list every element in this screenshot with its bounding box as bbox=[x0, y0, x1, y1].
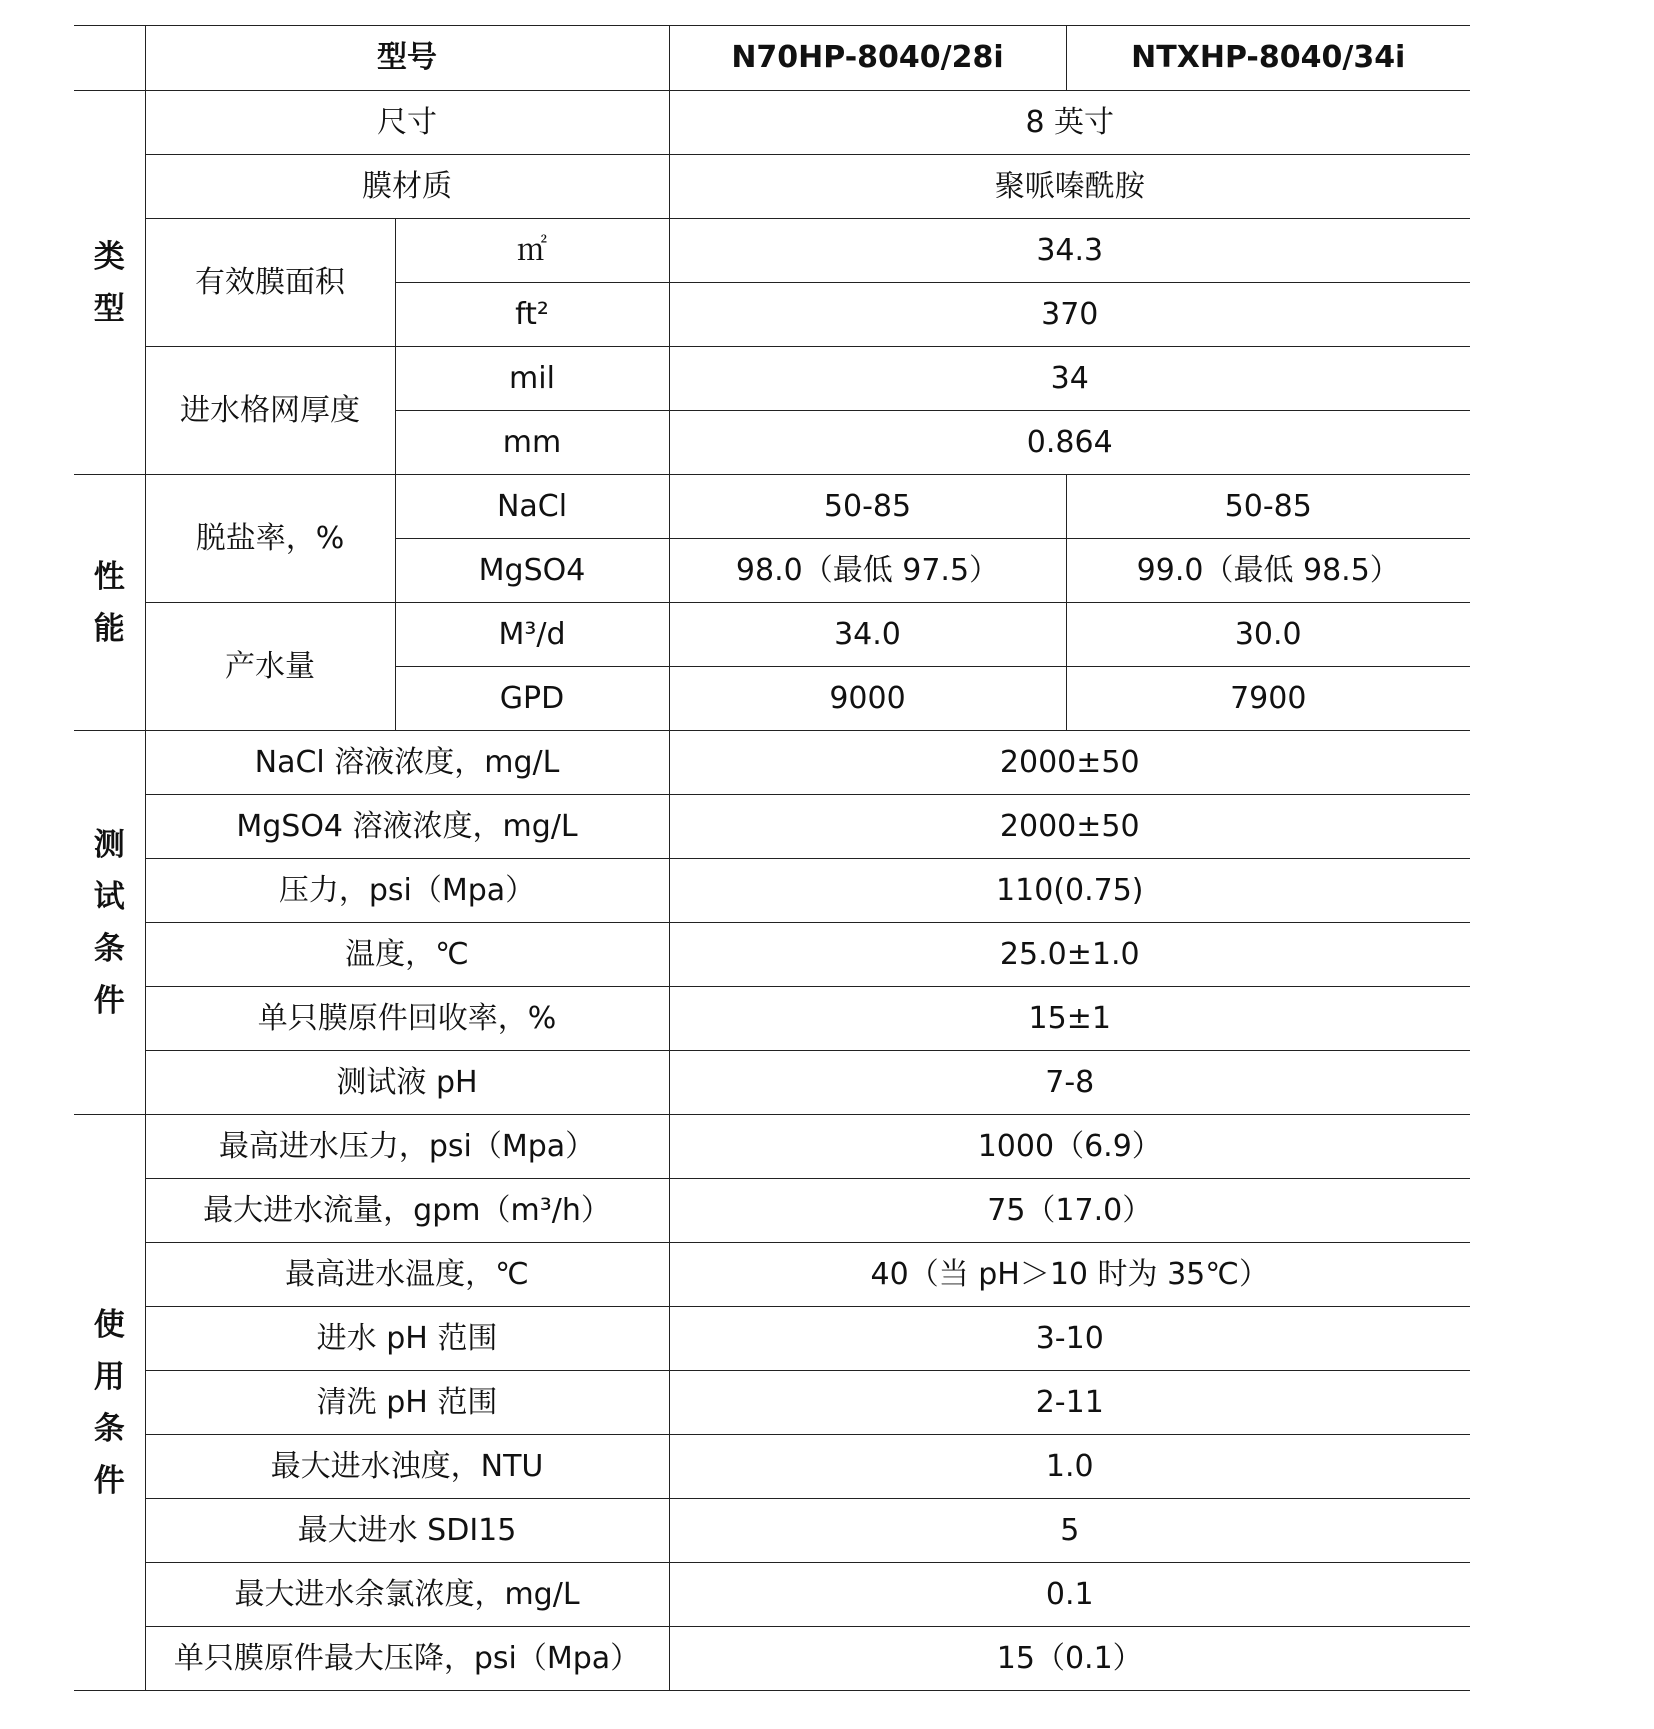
usage-label: 最大进水流量，gpm（m³/h） bbox=[145, 1179, 669, 1243]
corner-cell bbox=[74, 26, 145, 91]
table-row bbox=[74, 1563, 1470, 1627]
test-value: 15±1 bbox=[669, 987, 1470, 1051]
usage-value: 3-10 bbox=[669, 1307, 1470, 1371]
test-value: 2000±50 bbox=[669, 795, 1470, 859]
usage-value: 15（0.1） bbox=[669, 1627, 1470, 1691]
flow-m3d-b: 30.0 bbox=[1066, 603, 1470, 667]
table-row bbox=[74, 987, 1470, 1051]
table-row bbox=[74, 1435, 1470, 1499]
model-label: 型号 bbox=[145, 26, 669, 91]
spacer-unit-mil: mil bbox=[395, 347, 669, 411]
size-label: 尺寸 bbox=[145, 91, 669, 155]
flow-m3d-unit: M³/d bbox=[395, 603, 669, 667]
category-usage: 使用条件 bbox=[74, 1115, 145, 1691]
spacer-label: 进水格网厚度 bbox=[145, 347, 395, 475]
rejection-label: 脱盐率，% bbox=[145, 475, 395, 603]
area-label: 有效膜面积 bbox=[145, 219, 395, 347]
category-type: 类型 bbox=[74, 91, 145, 475]
area-value-m2: 34.3 bbox=[669, 219, 1470, 283]
usage-label: 单只膜原件最大压降，psi（Mpa） bbox=[145, 1627, 669, 1691]
test-label: 压力，psi（Mpa） bbox=[145, 859, 669, 923]
size-value: 8 英寸 bbox=[669, 91, 1470, 155]
flow-gpd-unit: GPD bbox=[395, 667, 669, 731]
spec-table bbox=[74, 25, 1470, 1691]
test-label: 测试液 pH bbox=[145, 1051, 669, 1115]
table-row bbox=[74, 1371, 1470, 1435]
usage-label: 最高进水温度，℃ bbox=[145, 1243, 669, 1307]
test-label: 单只膜原件回收率，% bbox=[145, 987, 669, 1051]
table-row bbox=[74, 1115, 1470, 1179]
row-flow-m3d bbox=[74, 603, 1470, 667]
table-row bbox=[74, 1499, 1470, 1563]
model-a: N70HP-8040/28i bbox=[669, 26, 1066, 91]
test-value: 2000±50 bbox=[669, 731, 1470, 795]
rejection-nacl-b: 50-85 bbox=[1066, 475, 1470, 539]
table-row bbox=[74, 1179, 1470, 1243]
usage-value: 1000（6.9） bbox=[669, 1115, 1470, 1179]
area-unit-m2: ㎡ bbox=[395, 219, 669, 283]
row-rejection-nacl bbox=[74, 475, 1470, 539]
usage-label: 最大进水浊度，NTU bbox=[145, 1435, 669, 1499]
usage-value: 0.1 bbox=[669, 1563, 1470, 1627]
table-row bbox=[74, 731, 1470, 795]
table-row bbox=[74, 1307, 1470, 1371]
test-value: 25.0±1.0 bbox=[669, 923, 1470, 987]
area-value-ft2: 370 bbox=[669, 283, 1470, 347]
rejection-mgso4-a: 98.0（最低 97.5） bbox=[669, 539, 1066, 603]
table-row bbox=[74, 859, 1470, 923]
material-label: 膜材质 bbox=[145, 155, 669, 219]
spacer-unit-mm: mm bbox=[395, 411, 669, 475]
usage-label: 最大进水余氯浓度，mg/L bbox=[145, 1563, 669, 1627]
table-row bbox=[74, 1627, 1470, 1691]
usage-value: 40（当 pH＞10 时为 35℃） bbox=[669, 1243, 1470, 1307]
flow-gpd-a: 9000 bbox=[669, 667, 1066, 731]
row-size bbox=[74, 91, 1470, 155]
usage-label: 最大进水 SDI15 bbox=[145, 1499, 669, 1563]
category-test: 测试条件 bbox=[74, 731, 145, 1115]
test-value: 110(0.75) bbox=[669, 859, 1470, 923]
usage-value: 75（17.0） bbox=[669, 1179, 1470, 1243]
test-value: 7-8 bbox=[669, 1051, 1470, 1115]
usage-label: 进水 pH 范围 bbox=[145, 1307, 669, 1371]
usage-value: 5 bbox=[669, 1499, 1470, 1563]
table-row bbox=[74, 795, 1470, 859]
spacer-value-mm: 0.864 bbox=[669, 411, 1470, 475]
spacer-value-mil: 34 bbox=[669, 347, 1470, 411]
material-value: 聚哌嗪酰胺 bbox=[669, 155, 1470, 219]
usage-label: 最高进水压力，psi（Mpa） bbox=[145, 1115, 669, 1179]
category-performance: 性能 bbox=[74, 475, 145, 731]
row-spacer-mil bbox=[74, 347, 1470, 411]
flow-label: 产水量 bbox=[145, 603, 395, 731]
header-row bbox=[74, 26, 1470, 91]
row-material bbox=[74, 155, 1470, 219]
flow-m3d-a: 34.0 bbox=[669, 603, 1066, 667]
area-unit-ft2: ft² bbox=[395, 283, 669, 347]
test-label: NaCl 溶液浓度，mg/L bbox=[145, 731, 669, 795]
rejection-mgso4-b: 99.0（最低 98.5） bbox=[1066, 539, 1470, 603]
rejection-nacl-unit: NaCl bbox=[395, 475, 669, 539]
rejection-mgso4-unit: MgSO4 bbox=[395, 539, 669, 603]
model-b: NTXHP-8040/34i bbox=[1066, 26, 1470, 91]
table-row bbox=[74, 1051, 1470, 1115]
row-area-m2 bbox=[74, 219, 1470, 283]
table-row bbox=[74, 923, 1470, 987]
table-row bbox=[74, 1243, 1470, 1307]
usage-value: 2-11 bbox=[669, 1371, 1470, 1435]
rejection-nacl-a: 50-85 bbox=[669, 475, 1066, 539]
usage-value: 1.0 bbox=[669, 1435, 1470, 1499]
test-label: 温度，℃ bbox=[145, 923, 669, 987]
flow-gpd-b: 7900 bbox=[1066, 667, 1470, 731]
usage-label: 清洗 pH 范围 bbox=[145, 1371, 669, 1435]
test-label: MgSO4 溶液浓度，mg/L bbox=[145, 795, 669, 859]
